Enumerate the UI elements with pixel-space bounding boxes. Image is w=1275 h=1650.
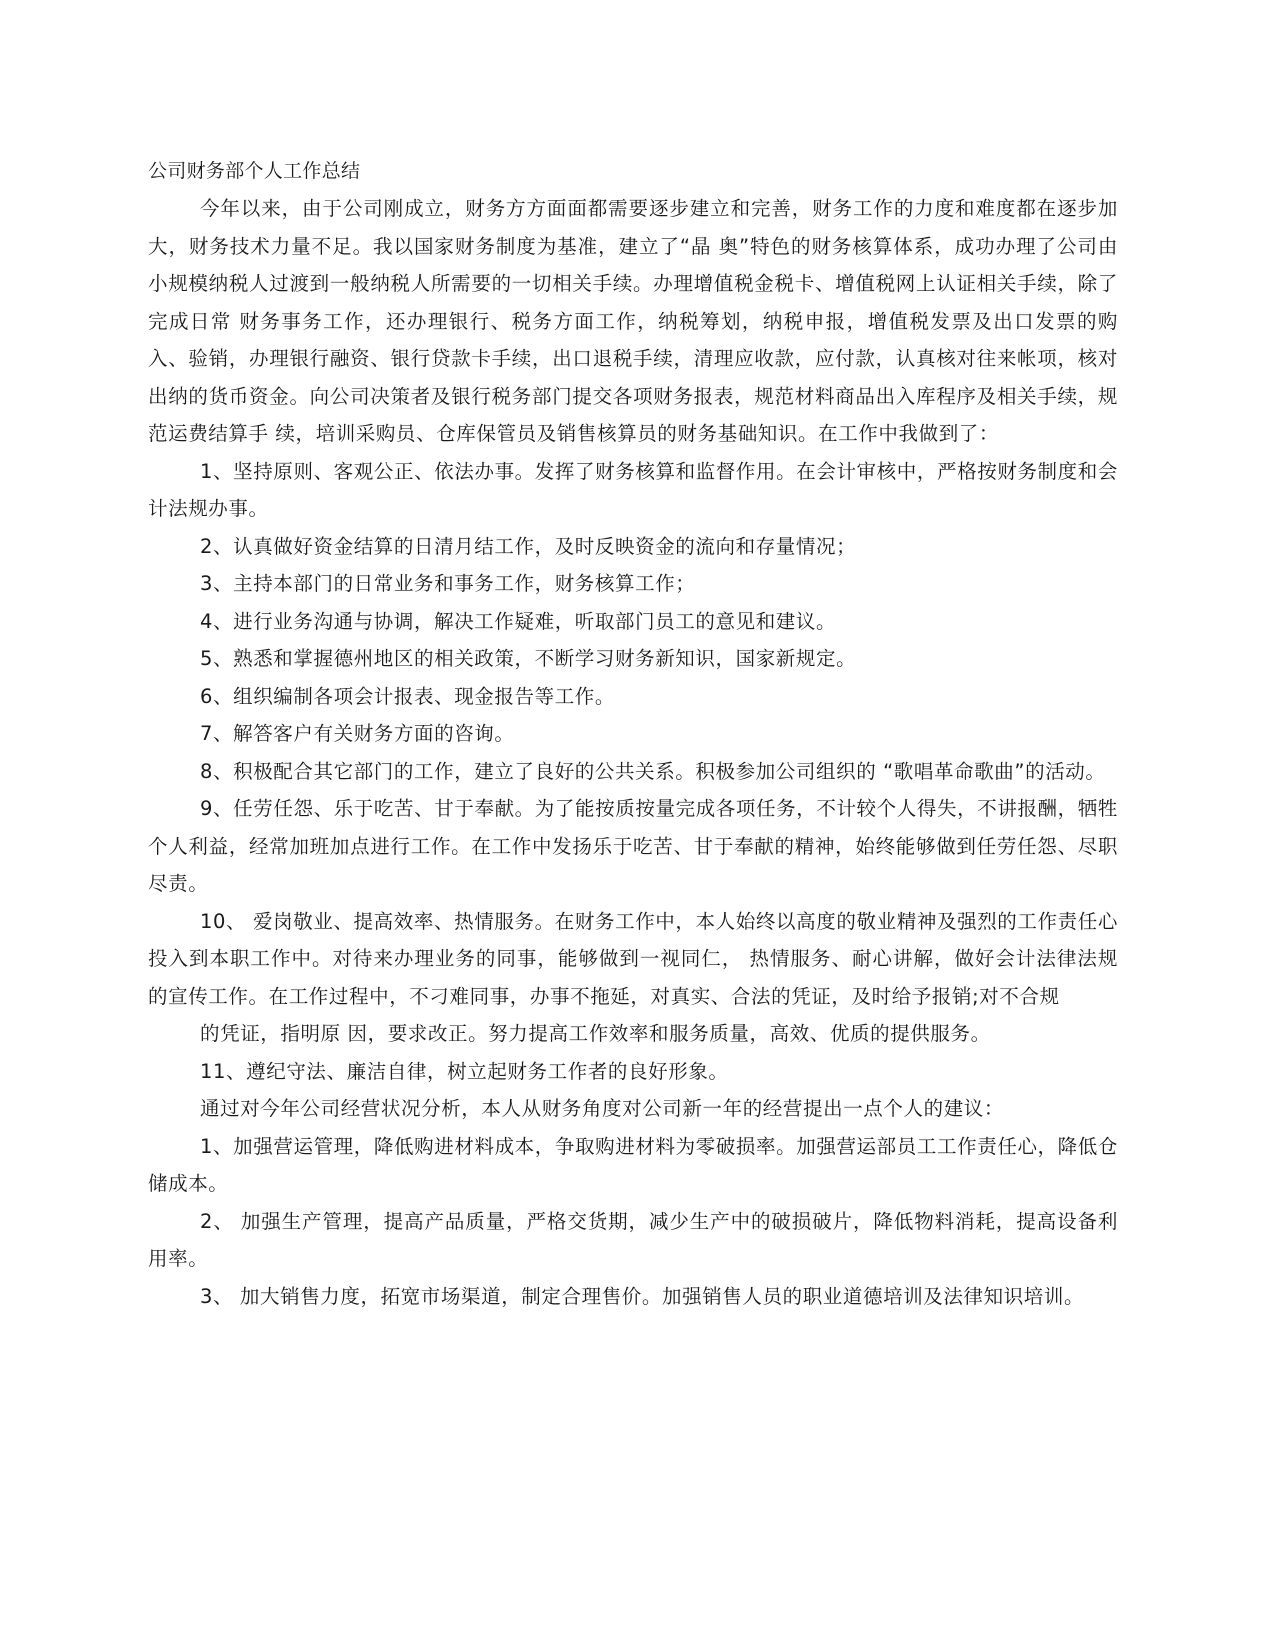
paragraph-item-1: 1、坚持原则、客观公正、依法办事。发挥了财务核算和监督作用。在会计审核中，严格按财务制度和会计法规办事。: [148, 459, 1118, 520]
paragraph-item-8: 8、积极配合其它部门的工作，建立了良好的公共关系。积极参加公司组织的 “歌唱革命歌曲”的活动。: [200, 759, 1106, 783]
document-page: [148, 158, 1118, 1315]
paragraph-item-2: 2、认真做好资金结算的日清月结工作，及时反映资金的流向和存量情况；: [200, 534, 857, 558]
paragraph-item-5: 5、熟悉和掌握德州地区的相关政策，不断学习财务新知识，国家新规定。: [200, 647, 857, 670]
paragraph-suggestions-intro: 通过对今年公司经营状况分析，本人从财务角度对公司新一年的经营提出一点个人的建议：: [200, 1097, 1005, 1120]
paragraph-suggestion-2: 2、 加强生产管理，提高产品质量，严格交货期，减少生产中的破损破片，降低物料消耗，提高设备利用率。: [148, 1209, 1118, 1270]
paragraph-intro: 今年以来，由于公司刚成立，财务方方面面都需要逐步建立和完善，财务工作的力度和难度都在逐步加大，财务技术力量不足。我以国家财务制度为基准，建立了“晶 奥”特色的财务核算体系，成功办理了公司由小规模纳税人过渡到一般纳税人所需要的一切相关手续。办理增值税金税卡、增值税网上认证相关手续，除了完成日常 财务事务工作，还办理银行、税务方面工作，纳税筹划，纳税申报，增值税发票及出口发票的购入、验销，办理银行融资、银行贷款卡手续，出口退税手续，清理应收款，应付款，认真核对往来帐项，核对出纳的货币资金。向公司决策者及银行税务部门提交各项财务报表，规范材料商品出入库程序及相关手续，规范运费结算手 续，培训采购员、仓库保管员及销售核算员的财务基础知识。在工作中我做到了：: [148, 197, 1118, 445]
paragraph-item-3: 3、主持本部门的日常业务和事务工作，财务核算工作；: [200, 572, 696, 595]
paragraph-item-10-continued: 的凭证，指明原 因，要求改正。努力提高工作效率和服务质量，高效、优质的提供服务。: [200, 1022, 991, 1045]
document-title: 公司财务部个人工作总结: [148, 160, 361, 182]
paragraph-suggestion-3: 3、 加大销售力度，拓宽市场渠道，制定合理售价。加强销售人员的职业道德培训及法律知识培训。: [200, 1284, 1085, 1308]
paragraph-item-4: 4、进行业务沟通与协调，解决工作疑难，听取部门员工的意见和建议。: [200, 609, 837, 633]
paragraph-item-11: 11、遵纪守法、廉洁自律，树立起财务工作者的良好形象。: [200, 1059, 729, 1083]
paragraph-item-10: 10、 爱岗敬业、提高效率、热情服务。在财务工作中，本人始终以高度的敬业精神及强烈的工作责任心投入到本职工作中。对待来办理业务的同事，能够做到一视同仁， 热情服务、耐心讲解，做好会计法律法规的宣传工作。在工作过程中，不刁难同事，办事不拖延，对真实、合法的凭证，及时给予报销;对不合规: [148, 909, 1118, 1008]
paragraph-item-9: 9、任劳任怨、乐于吃苦、甘于奉献。为了能按质按量完成各项任务，不计较个人得失，不讲报酬，牺牲个人利益，经常加班加点进行工作。在工作中发扬乐于吃苦、甘于奉献的精神，始终能够做到任劳任怨、尽职尽责。: [148, 797, 1118, 895]
paragraph-item-7: 7、解答客户有关财务方面的咨询。: [200, 722, 515, 745]
paragraph-suggestion-1: 1、加强营运管理，降低购进材料成本，争取购进材料为零破损率。加强营运部员工工作责任心，降低仓储成本。: [148, 1134, 1118, 1195]
paragraph-item-6: 6、组织编制各项会计报表、现金报告等工作。: [200, 684, 616, 708]
